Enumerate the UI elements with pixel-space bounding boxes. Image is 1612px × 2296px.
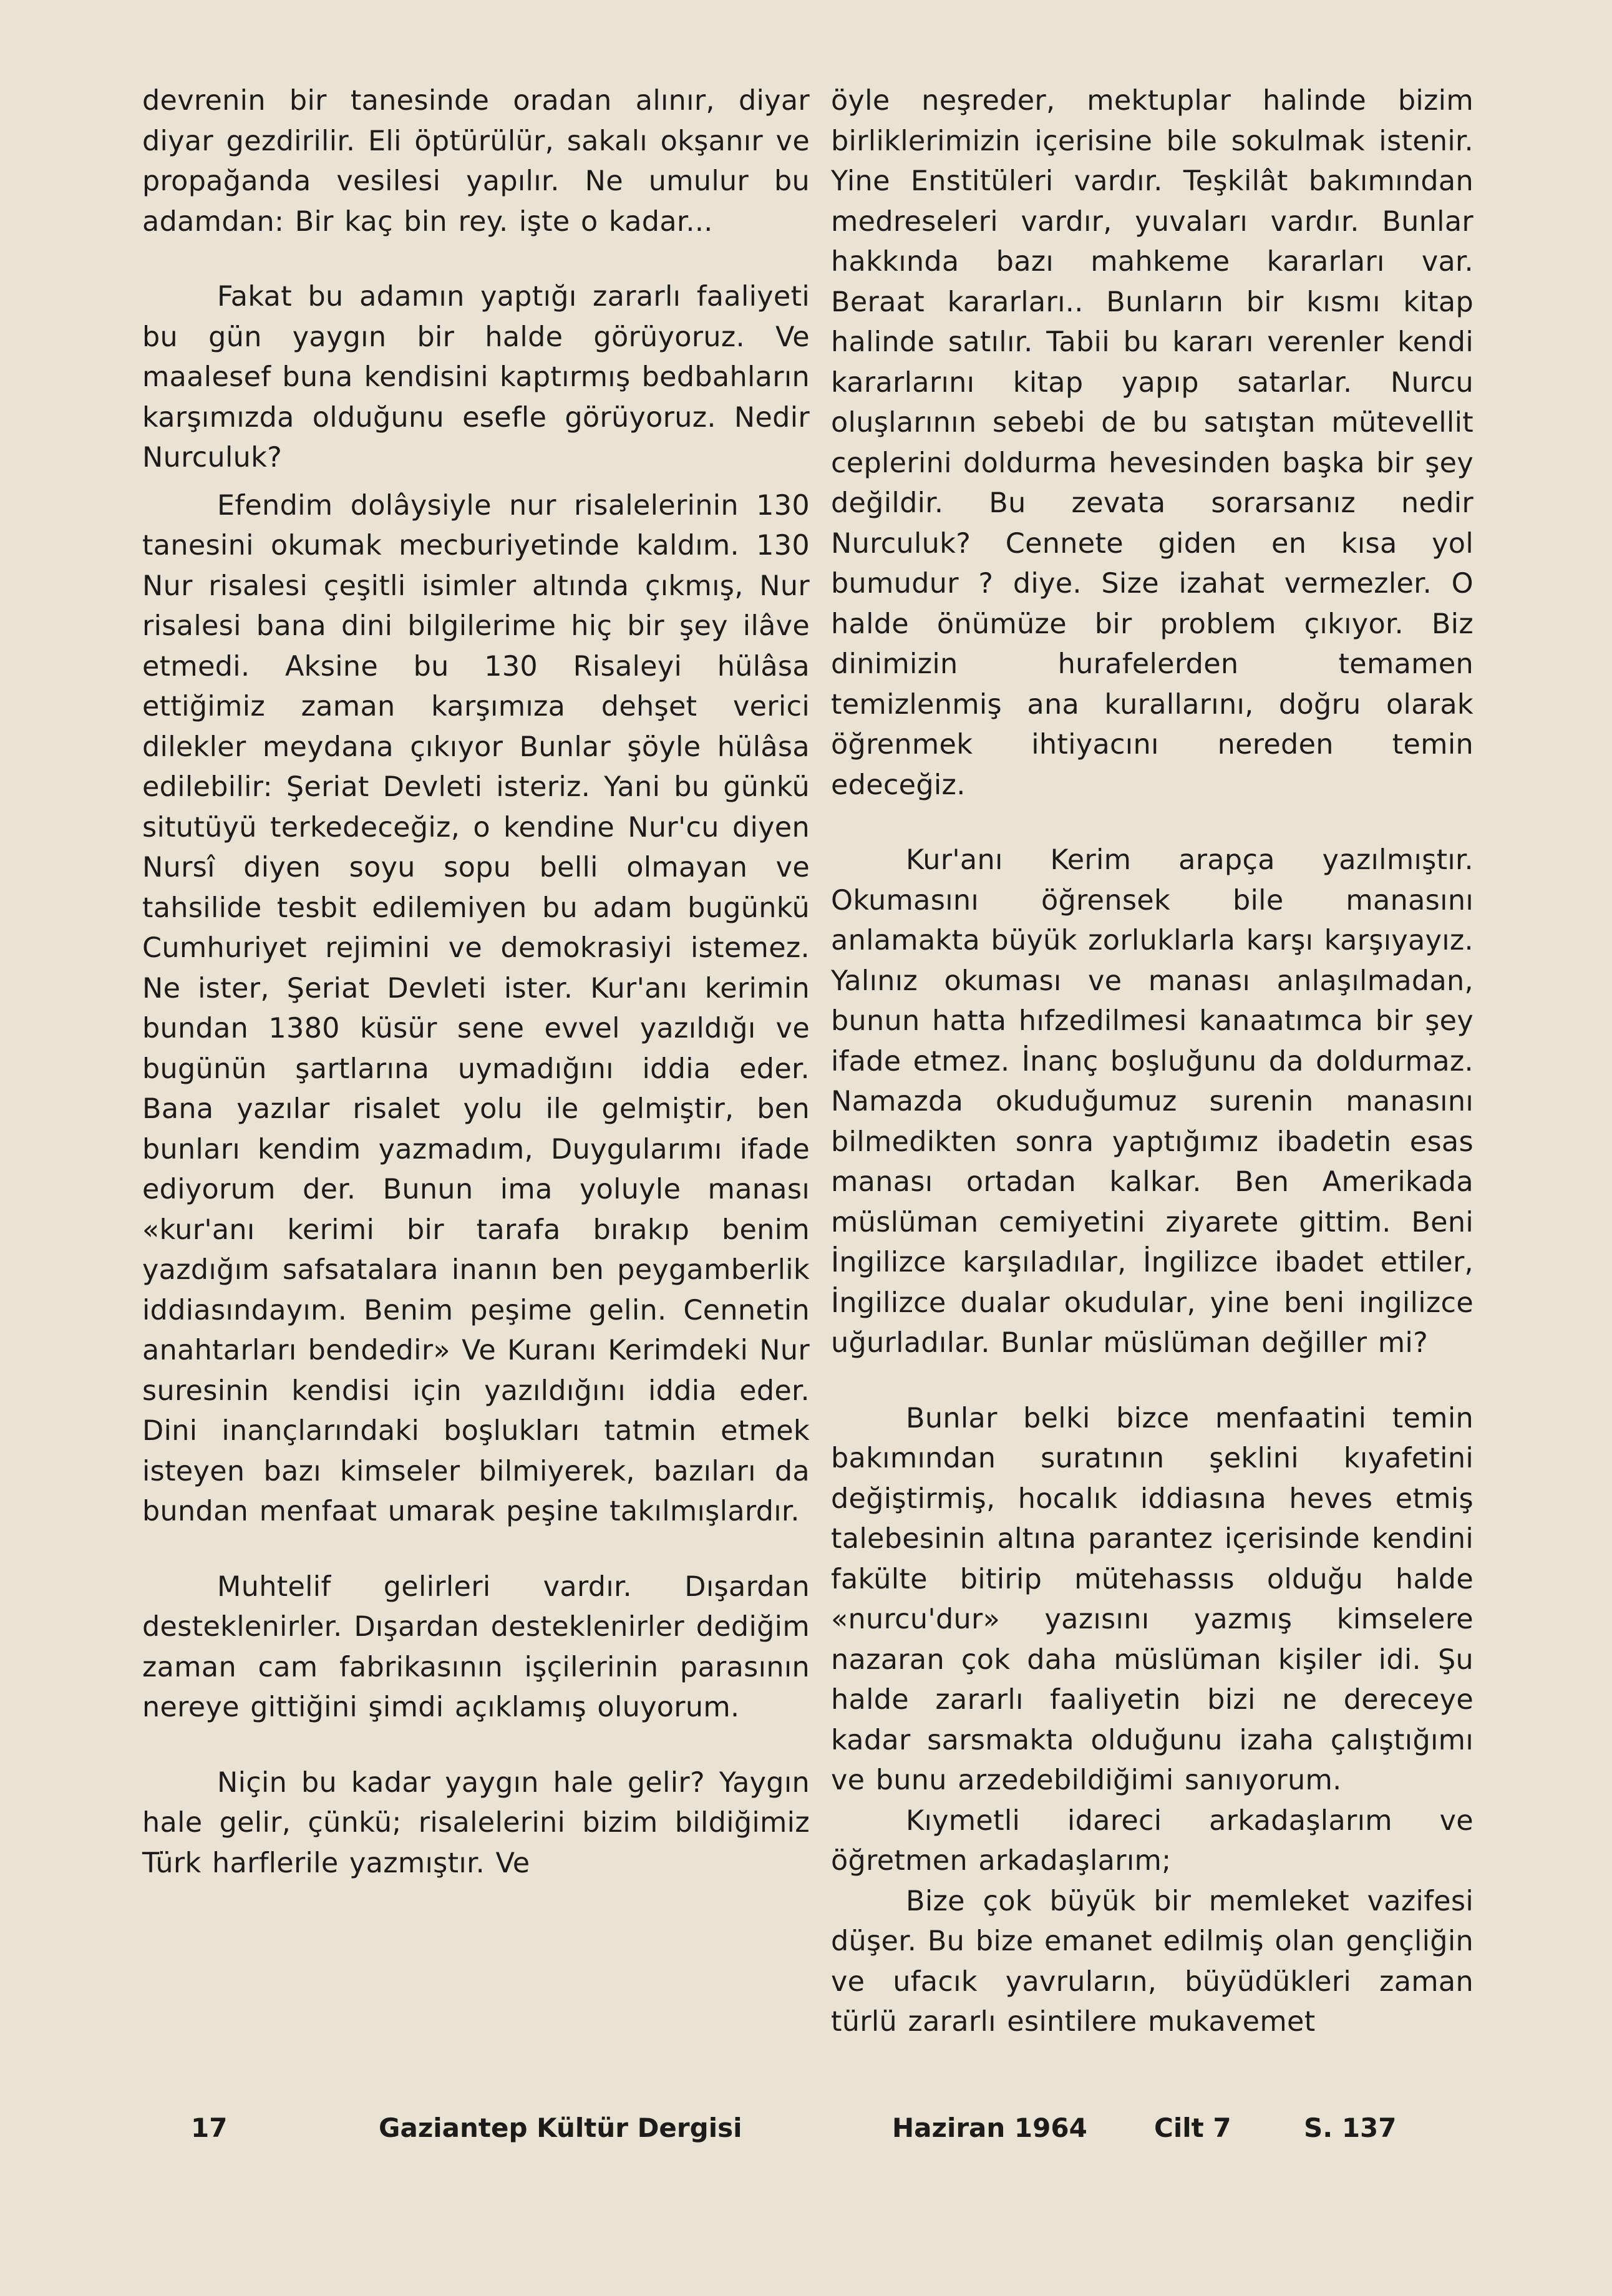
footer-volume: Cilt 7 [1154, 2113, 1231, 2143]
footer-date: Haziran 1964 [892, 2113, 1087, 2143]
left-paragraph-5: Niçin bu kadar yaygın hale gelir? Yaygın hale gelir, çünkü; risalelerini bizim bildiğimiz Türk harflerile yazmıştır. Ve [142, 1766, 810, 1879]
left-column [142, 81, 810, 1884]
footer-page-number: 17 [191, 2113, 228, 2143]
right-paragraph-5: Bize çok büyük bir memleket vazifesi düşer. Bu bize emanet edilmiş olan gençliğin ve ufacık yavruların, büyüdükleri zaman türlü zararlı esintilere mukavemet [831, 1885, 1474, 2038]
footer-issue: S. 137 [1304, 2113, 1397, 2143]
left-paragraph-2: Fakat bu adamın yaptığı zararlı faaliyeti bu gün yaygın bir halde görüyoruz. Ve maalesef buna kendisini kaptırmış bedbahların karşımızda olduğunu esefle görüyoruz. Nedir Nurculuk? [142, 281, 810, 474]
left-paragraph-3: Efendim dolâysiyle nur risalelerinin 130 tanesini okumak mecburiyetinde kaldım. 130 Nur risalesi çeşitli isimler altında çıkmış, Nur risalesi bana dini bilgilerime hiç bir şey ilâve etmedi. Aksine bu 130 Risaleyi hülâsa ettiğimiz zaman karşımıza dehşet verici dilekler meydana çıkıyor Bunlar şöyle hülâsa edilebilir: Şeriat Devleti isteriz. Yani bu günkü situtüyü terkedeceğiz, o kendine Nur'cu diyen Nursî diyen soyu sopu belli olmayan ve tahsilide tesbit edilemiyen bu adam bugünkü Cumhuriyet rejimini ve demokrasiyi istemez. Ne ister, Şeriat Devleti ister. Kur'anı kerimin bundan 1380 küsür sene evvel yazıldığı ve bugünün şartlarına uymadığını iddia eder. Bana yazılar risalet yolu ile gelmiştir, ben bunları kendim yazmadım, Duygularımı ifade ediyorum der. Bunun ima yoluyle manası «kur'anı kerimi bir tarafa bırakıp benim yazdığım safsatalara inanın ben peygamberlik iddiasındayım. Benim peşime gelin. Cennetin anahtarları bendedir» Ve Kuranı Kerimdeki Nur suresinin kendisi için yazıldığını iddia eder. Dini inançlarındaki boşlukları tatmin etmek isteyen bazı kimseler bilmiyerek, bazıları da bundan menfaat umarak peşine takılmışlardır. [142, 489, 810, 1527]
right-paragraph-1: öyle neşreder, mektuplar halinde bizim birliklerimizin içerisine bile sokulmak istenir. Yine Enstitüleri vardır. Teşkilât bakımından medreseleri vardır, yuvaları vardır. Bunlar hakkında bazı mahkeme kararları var. Beraat kararları.. Bunların bir kısmı kitap halinde satılır. Tabii bu kararı verenler kendi kararlarını kitap yapıp satarlar. Nurcu oluşlarının sebebi de bu satıştan mütevellit ceplerini doldurma hevesinden başka bir şey değildir. Bu zevata sorarsanız nedir Nurculuk? Cennete giden en kısa yol bumudur ? diye. Size izahat vermezler. O halde önümüze bir problem çıkıyor. Biz dinimizin hurafelerden temamen temizlenmiş ana kurallarını, doğru olarak öğrenmek ihtiyacını nereden temin edeceğiz. [831, 85, 1474, 801]
left-paragraph-1: devrenin bir tanesinde oradan alınır, diyar diyar gezdirilir. Eli öptürülür, sakalı okşanır ve propağanda vesilesi yapılır. Ne umulur bu adamdan: Bir kaç bin rey. işte o kadar... [142, 85, 810, 238]
footer-journal-title: Gaziantep Kültür Dergisi [379, 2113, 742, 2143]
right-paragraph-3: Bunlar belki bizce menfaatini temin bakımından suratının şeklini kıyafetini değiştirmiş, hocalık iddiasına heves etmiş talebesinin altına parantez içerisinde kendini fakülte bitirip mütehassıs olduğu halde «nurcu'dur» yazısını yazmış kimselere nazaran çok daha müslüman kişiler idi. Şu halde zararlı faaliyetin bizi ne dereceye kadar sarsmakta olduğunu izaha çalıştığımı ve bunu arzedebildiğimi sanıyorum. [831, 1402, 1474, 1796]
right-column [831, 81, 1474, 2043]
right-paragraph-2: Kur'anı Kerim arapça yazılmıştır. Okumasını öğrensek bile manasını anlamakta büyük zorluklarla karşı karşıyayız. Yalınız okuması ve manası anlaşılmadan, bunun hatta hıfzedilmesi kanaatımca bir şey ifade etmez. İnanç boşluğunu da doldurmaz. Namazda okuduğumuz surenin manasını bilmedikten sonra yaptığımız ibadetin esas manası ortadan kalkar. Ben Amerikada müslüman cemiyetini ziyarete gittim. Beni İngilizce karşıladılar, İngilizce ibadet ettiler, İngilizce dualar okudular, yine beni ingilizce uğurladılar. Bunlar müslüman değiller mi? [831, 844, 1474, 1359]
page-footer [0, 2113, 1612, 2162]
right-paragraph-4: Kıymetli idareci arkadaşlarım ve öğretmen arkadaşlarım; [831, 1804, 1474, 1877]
left-paragraph-4: Muhtelif gelirleri vardır. Dışardan desteklenirler. Dışardan desteklenirler dediğim zaman cam fabrikasının işçilerinin parasının nereye gittiğini şimdi açıklamış oluyorum. [142, 1570, 810, 1723]
